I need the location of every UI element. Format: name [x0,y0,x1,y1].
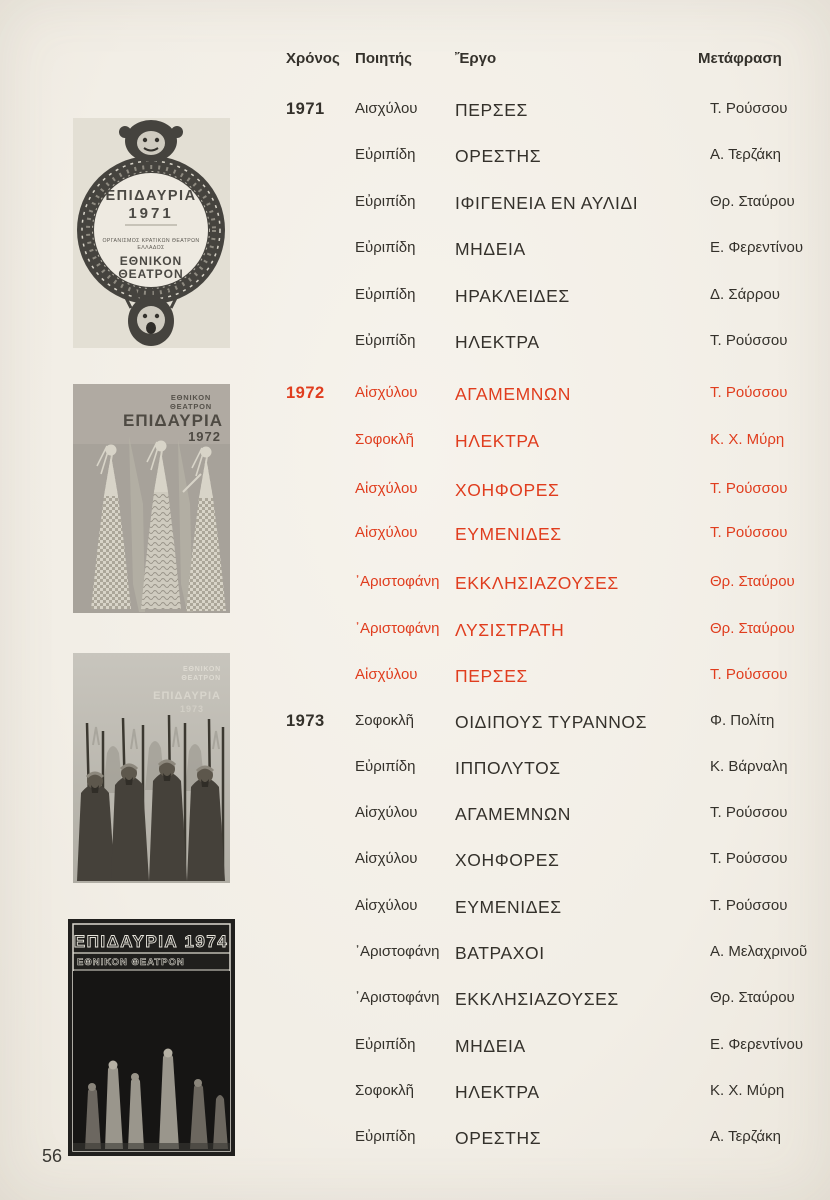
work-cell: ΠΕΡΣΕΣ [455,100,528,120]
epidavria-1972-poster [73,384,230,613]
theatre-text-line2: ΘΕΑΤΡΟΝ [118,267,184,281]
translator-cell: Θρ. Σταύρου [710,620,795,637]
poet-cell: Σοφοκλῆ [355,431,415,448]
translator-cell: Τ. Ρούσσου [710,850,788,867]
translator-cell: Θρ. Σταύρου [710,989,795,1006]
work-cell: ΛΥΣΙΣΤΡΑΤΗ [455,620,565,640]
year-cell: 1972 [286,384,325,402]
translator-cell: Τ. Ρούσσου [710,100,788,117]
work-cell: ΜΗΔΕΙΑ [455,239,526,259]
work-cell: ΟΡΕΣΤΗΣ [455,146,542,166]
translator-cell: Α. Τερζάκη [710,146,781,163]
translator-cell: Κ. Χ. Μύρη [710,1082,785,1099]
organization-text-line2: ΕΛΛΑΔΟΣ [137,245,165,251]
poet-cell: Αισχύλου [355,100,418,117]
epidavria-1973-poster [73,653,230,883]
work-cell: ΧΟΗΦΟΡΕΣ [455,850,560,870]
poet-cell: Σοφοκλῆ [355,1082,415,1099]
page-number: 56 [42,1146,63,1166]
table-row [0,620,830,642]
poet-cell: Αἰσχύλου [355,384,418,401]
poet-cell: ᾿Αριστοφάνη [355,620,440,637]
column-header-translation: Μετάφραση [698,50,782,67]
work-cell: ΕΚΚΛΗΣΙΑΖΟΥΣΕΣ [455,989,619,1009]
translator-cell: Τ. Ρούσσου [710,897,788,914]
epidavria-1971-poster [73,118,230,348]
poster-title-text: ΕΠΙΔΑΥΡΙΑ 1974 [73,932,229,951]
translator-cell: Τ. Ρούσσου [710,666,788,683]
poet-cell: Εὐριπίδη [355,193,416,210]
epidavria-1973-poster-image [73,653,230,883]
organization-text-line1: ΟΡΓΑΝΙΣΜΟΣ ΚΡΑΤΙΚΩΝ ΘΕΑΤΡΩΝ [102,238,200,244]
work-cell: ΠΕΡΣΕΣ [455,666,528,686]
poet-cell: Εὐριπίδη [355,146,416,163]
poet-cell: ᾿Αριστοφάνη [355,573,440,590]
work-cell: ΑΓΑΜΕΜΝΩΝ [455,804,571,824]
translator-cell: Τ. Ρούσσου [710,804,788,821]
poet-cell: Σοφοκλῆ [355,712,415,729]
translator-cell: Θρ. Σταύρου [710,573,795,590]
column-header-poet: Ποιητής [355,50,412,67]
epidavria-1974-poster-image [68,919,235,1156]
theatre-text-line1: ΕΘΝΙΚΟΝ [119,254,183,268]
work-cell: ΜΗΔΕΙΑ [455,1036,526,1056]
poet-cell: Αἰσχύλου [355,850,418,867]
work-cell: ΕΥΜΕΝΙΔΕΣ [455,897,562,917]
theatre-text-line1: ΕΘΝΙΚΟΝ [170,393,212,402]
poet-cell: Αἰσχύλου [355,804,418,821]
poster-title-text: ΕΠΙΔΑΥΡΙΑ [105,188,197,204]
epidavria-1972-poster-image [73,384,230,613]
translator-cell: Α. Τερζάκη [710,1128,781,1145]
poet-cell: Εὐριπίδη [355,239,416,256]
poster-year-text: 1972 [188,429,221,444]
theatre-text: ΕΘΝΙΚΟΝ ΘΕΑΤΡΟΝ [77,957,185,968]
work-cell: ΙΦΙΓΕΝΕΙΑ ΕΝ ΑΥΛΙΔΙ [455,193,639,213]
work-cell: ΗΛΕΚΤΡΑ [455,431,540,451]
epidavria-1971-poster-image [73,118,230,348]
translator-cell: Τ. Ρούσσου [710,524,788,541]
work-cell: ΒΑΤΡΑΧΟΙ [455,943,545,963]
work-cell: ΑΓΑΜΕΜΝΩΝ [455,384,571,404]
work-cell: ΙΠΠΟΛΥΤΟΣ [455,758,561,778]
epidavria-1974-poster [68,919,235,1156]
translator-cell: Κ. Χ. Μύρη [710,431,785,448]
work-cell: ΕΚΚΛΗΣΙΑΖΟΥΣΕΣ [455,573,619,593]
work-cell: ΧΟΗΦΟΡΕΣ [455,480,560,500]
translator-cell: Κ. Βάρναλη [710,758,788,775]
poster-year-text: 1971 [128,205,174,222]
year-cell: 1973 [286,712,325,730]
poet-cell: Αἰσχύλου [355,666,418,683]
year-cell: 1971 [286,100,325,118]
column-header-year: Χρόνος [286,50,340,67]
translator-cell: Α. Μελαχρινοῦ [710,943,808,960]
translator-cell: Ε. Φερεντίνου [710,1036,804,1053]
poet-cell: Εὐριπίδη [355,1036,416,1053]
poet-cell: Εὐριπίδη [355,1128,416,1145]
poet-cell: Αἰσχύλου [355,480,418,497]
poster-year-text: 1973 [179,704,204,714]
theatre-text-line2: ΘΕΑΤΡΟΝ [181,675,221,682]
theatre-text-line2: ΘΕΑΤΡΟΝ [169,402,213,411]
poet-cell: Εὐριπίδη [355,332,416,349]
small-print-line [125,224,177,226]
translator-cell: Τ. Ρούσσου [710,480,788,497]
work-cell: ΗΛΕΚΤΡΑ [455,1082,540,1102]
translator-cell: Τ. Ρούσσου [710,332,788,349]
ornate-ring-illustration [77,156,225,304]
table-row [0,897,830,919]
poet-cell: Εὐριπίδη [355,758,416,775]
work-cell: ΕΥΜΕΝΙΔΕΣ [455,524,562,544]
translator-cell: Θρ. Σταύρου [710,193,795,210]
translator-cell: Δ. Σάρρου [710,286,780,303]
translator-cell: Τ. Ρούσσου [710,384,788,401]
translator-cell: Φ. Πολίτη [710,712,775,729]
work-cell: ΗΡΑΚΛΕΙΔΕΣ [455,286,570,306]
poet-cell: Αἰσχύλου [355,524,418,541]
poet-cell: Εὐριπίδη [355,286,416,303]
work-cell: ΟΡΕΣΤΗΣ [455,1128,542,1148]
poet-cell: ᾿Αριστοφάνη [355,989,440,1006]
work-cell: ΟΙΔΙΠΟΥΣ ΤΥΡΑΝΝΟΣ [455,712,648,732]
poet-cell: Αἰσχύλου [355,897,418,914]
translator-cell: Ε. Φερεντίνου [710,239,804,256]
poster-title-text: ΕΠΙΔΑΥΡΙΑ [153,690,221,702]
work-cell: ΗΛΕΚΤΡΑ [455,332,540,352]
theatre-text-line1: ΕΘΝΙΚΟΝ [183,666,221,673]
column-header-work: Ἔργο [455,50,497,67]
poster-title-text: ΕΠΙΔΑΥΡΙΑ [123,411,223,430]
poet-cell: ᾿Αριστοφάνη [355,943,440,960]
